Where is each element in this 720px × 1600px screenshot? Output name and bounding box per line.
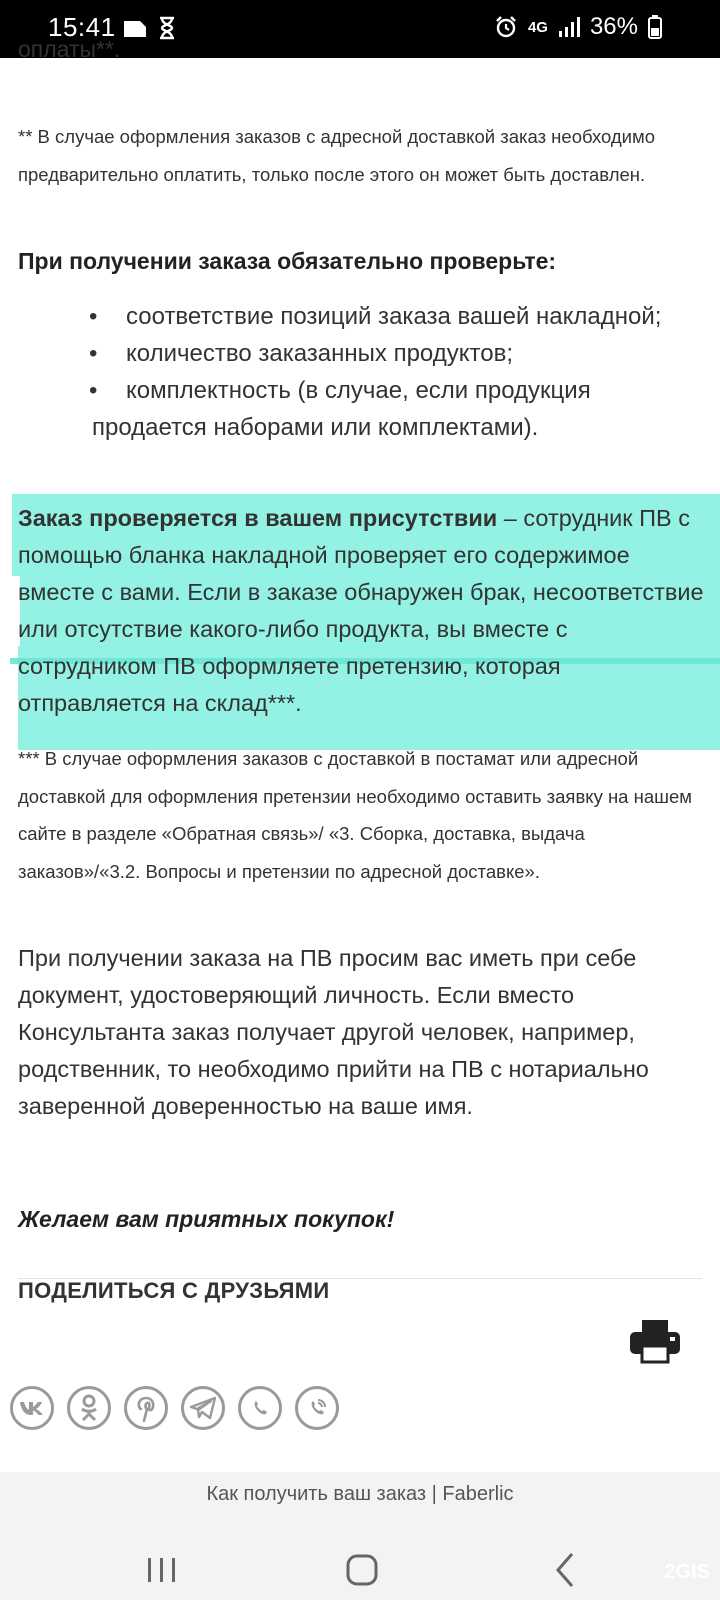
battery-icon [648, 15, 662, 39]
id-paragraph: При получении заказа на ПВ просим вас иметь при себе документ, удостоверяющий личность. Если вместо Консультанта заказ получает другой человек, например, родственник, то необходимо прийти на ПВ с нотариально заверенной доверенностью на ваше имя. [18, 945, 649, 1119]
network-type: 4G [527, 18, 548, 36]
status-time: 15:41 [48, 12, 116, 42]
page-title[interactable]: Как получить ваш заказ | Faberlic [206, 1483, 514, 1505]
sim-card-icon [122, 17, 148, 39]
list-item: • комплектность (в случае, если продукция продается наборами или комплектами). [92, 372, 712, 446]
status-right-icons [494, 13, 662, 41]
list-item: • количество заказанных продуктов; [92, 335, 712, 372]
recent-apps-icon[interactable] [142, 1550, 182, 1590]
odnoklassniki-icon[interactable] [67, 1386, 111, 1430]
share-buttons [10, 1386, 339, 1430]
hourglass-icon [158, 16, 176, 40]
wish-text: Желаем вам приятных покупок! [18, 1206, 395, 1232]
claim-note: *** В случае оформления заказов с доставкой в постамат или адресной доставкой для оформления претензии необходимо оставить заявку на нашем сайте в разделе «Обратная связь»/ «3. Сборка, доставка, выдача заказов»/«3.2. Вопросы и претензии по адресной доставке». [18, 748, 692, 882]
share-title: ПОДЕЛИТЬСЯ С ДРУЗЬЯМИ [18, 1278, 330, 1303]
check-heading: При получении заказа обязательно проверьте: [18, 248, 557, 274]
delivery-note: ** В случае оформления заказов с адресной доставкой заказ необходимо предварительно оплатить, только после этого он может быть доставлен. [18, 126, 656, 185]
bottom-bar [0, 1472, 720, 1600]
verify-bold: Заказ проверяется в вашем присутствии [18, 505, 498, 531]
list-item: • соответствие позиций заказа вашей накладной; [92, 298, 712, 335]
viber-icon[interactable] [295, 1386, 339, 1430]
status-left-icons [122, 16, 176, 40]
whatsapp-icon[interactable] [238, 1386, 282, 1430]
watermark: 2GIS [664, 1561, 710, 1583]
pinterest-icon[interactable] [124, 1386, 168, 1430]
battery-percent: 36% [589, 13, 638, 40]
verify-paragraph [18, 500, 708, 722]
verify-text: – сотрудник ПВ с помощью бланка накладной проверяет его содержимое вместе с вами. Если в заказе обнаружен брак, несоответствие или отсутствие какого-либо продукта, вы вместе с сотрудником ПВ оформляете претензию, которая отправляется на склад***. [18, 505, 704, 716]
telegram-icon[interactable] [181, 1386, 225, 1430]
back-icon[interactable] [546, 1550, 586, 1590]
cut-text: оплаты**. [18, 36, 121, 62]
check-list [92, 298, 712, 446]
home-icon[interactable] [342, 1550, 382, 1590]
alarm-icon [494, 15, 518, 39]
print-icon[interactable] [630, 1318, 680, 1364]
signal-icon [558, 16, 580, 38]
vk-icon[interactable] [10, 1386, 54, 1430]
